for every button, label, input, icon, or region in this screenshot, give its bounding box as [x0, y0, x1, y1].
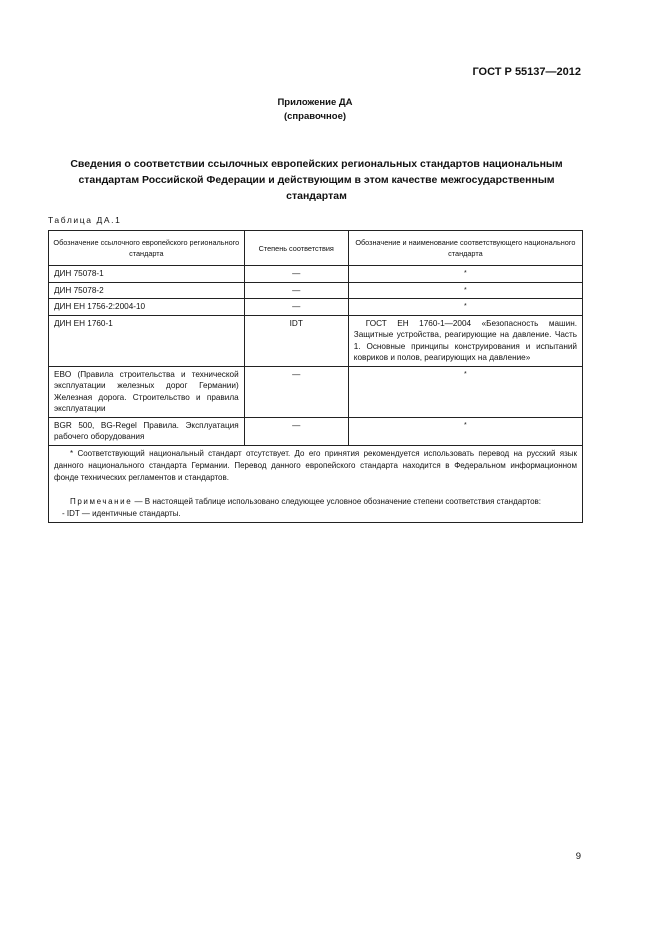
appendix-title: Приложение ДА	[277, 97, 353, 108]
table-row	[49, 282, 583, 299]
header-degree: Степень соответствия	[244, 231, 348, 266]
cell-national: *	[348, 366, 582, 417]
cell-degree: —	[244, 366, 348, 417]
header-reference-standard: Обозначение ссылочного европейского регионального стандарта	[49, 231, 245, 266]
appendix-heading	[0, 96, 630, 124]
header-national-standard: Обозначение и наименование соответствующего национального стандарта	[348, 231, 582, 266]
table-header-row	[49, 231, 583, 266]
cell-degree: —	[244, 417, 348, 445]
main-title: Сведения о соответствии ссылочных европейских региональных стандартов национальным стандартам Российской Федерации и действующим в этом качестве межгосударственным стандартам	[70, 158, 563, 202]
cell-reference: ДИН ЕН 1756-2:2004-10	[49, 299, 245, 316]
cell-national: *	[348, 282, 582, 299]
cell-degree: —	[244, 299, 348, 316]
note-list-item: - IDT — идентичные стандарты.	[62, 508, 181, 518]
correspondence-table	[48, 230, 583, 523]
cell-reference: ДИН 75078-1	[49, 266, 245, 283]
table-row	[49, 417, 583, 445]
cell-degree: IDT	[244, 315, 348, 366]
table-notes	[49, 445, 583, 522]
cell-degree: —	[244, 282, 348, 299]
table-row	[49, 299, 583, 316]
table-footnote: * Соответствующий национальный стандарт отсутствует. До его принятия рекомендуется использовать перевод на русский язык данного национального стандарта Германии. Перевод данного европейского стандарта находится в Федеральном информационном фонде технических регламентов и стандартов.	[54, 448, 577, 482]
table-row	[49, 366, 583, 417]
cell-national: *	[348, 266, 582, 283]
cell-reference: ДИН ЕН 1760-1	[49, 315, 245, 366]
cell-national: *	[348, 299, 582, 316]
cell-reference: ДИН 75078-2	[49, 282, 245, 299]
appendix-note: (справочное)	[283, 111, 347, 122]
table-note	[54, 496, 577, 508]
document-code: ГОСТ Р 55137—2012	[472, 66, 581, 78]
note-text: — В настоящей таблице использовано следующее условное обозначение степени соответствия стандартов:	[132, 496, 541, 506]
note-label: Примечание	[70, 496, 133, 506]
cell-national: *	[348, 417, 582, 445]
table-row	[49, 266, 583, 283]
table-caption: Таблица ДА.1	[48, 215, 122, 225]
table-notes-row	[49, 445, 583, 522]
cell-reference: EBO (Правила строительства и технической эксплуатации железных дорог Германии) Железная дорога. Строительство и правила эксплуатации	[49, 366, 245, 417]
cell-degree: —	[244, 266, 348, 283]
table-row	[49, 315, 583, 366]
cell-national: ГОСТ ЕН 1760-1—2004 «Безопасность машин. Защитные устройства, реагирующие на давление. Часть 1. Основные принципы конструирования и испытаний ковриков и полов, реагирующих на давление»	[348, 315, 582, 366]
cell-reference: BGR 500, BG-Regel Правила. Эксплуатация рабочего оборудования	[49, 417, 245, 445]
page-number: 9	[575, 851, 581, 862]
